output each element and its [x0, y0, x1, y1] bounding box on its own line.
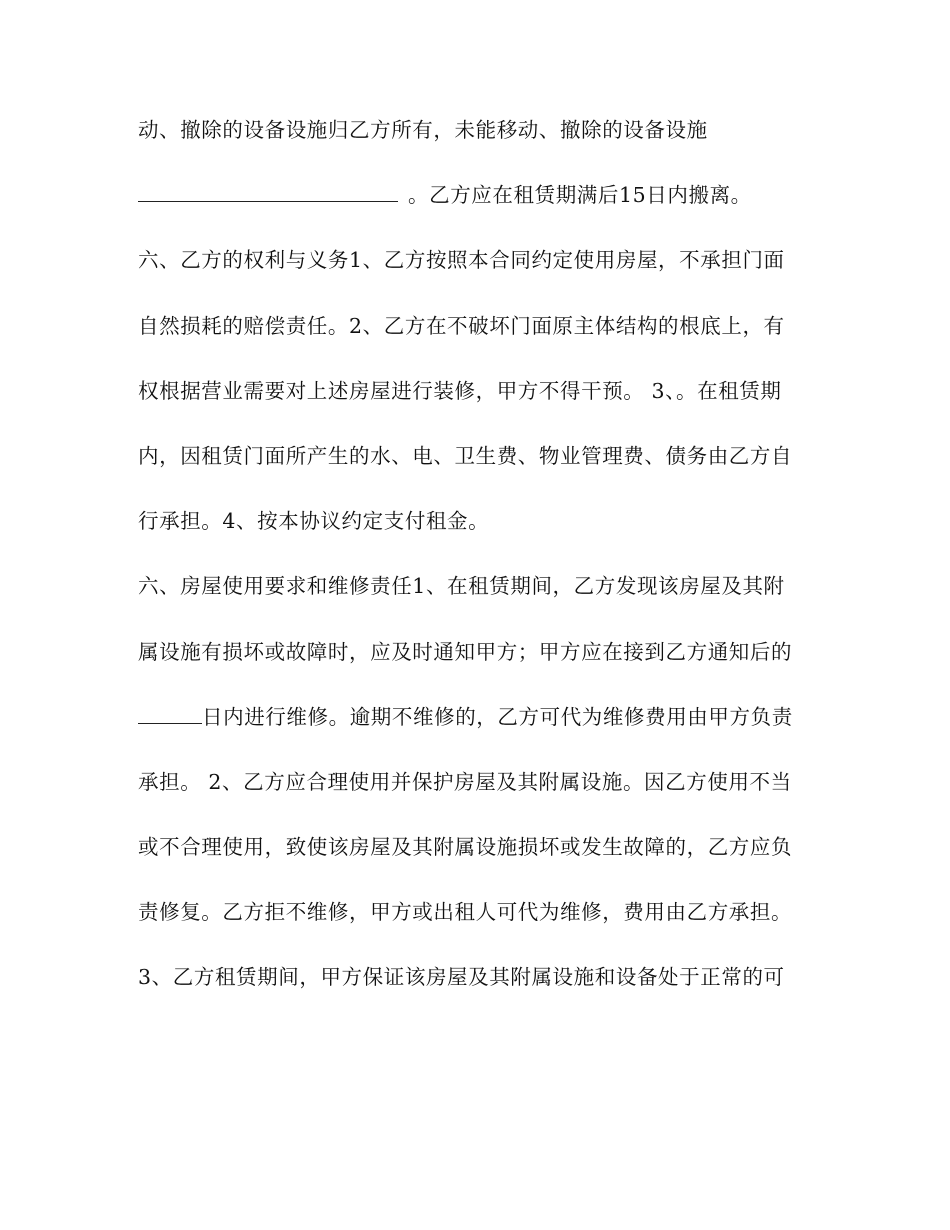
- text-line: [138, 511, 818, 532]
- text-line: [138, 250, 818, 271]
- text-line-content: 责修复。乙方拒不维修，甲方或出租人可代为维修，费用由乙方承担。: [138, 900, 793, 925]
- text-line: [138, 313, 818, 338]
- text-line: [138, 639, 818, 664]
- text-line: [138, 837, 818, 858]
- contract-text: [138, 120, 818, 1033]
- text-line-content: 或不合理使用，致使该房屋及其附属设施损坏或发生故障的，乙方应负: [138, 835, 793, 860]
- text-line: [138, 378, 818, 403]
- text-line-content: 承担。 2、乙方应合理使用并保护房屋及其附属设施。因乙方使用不当: [138, 769, 792, 794]
- blank-field: [138, 707, 202, 724]
- text-line-content: 权根据营业需要对上述房屋进行装修，甲方不得干预。 3、。在租赁期: [138, 378, 782, 403]
- text-line-content: 行承担。4、按本协议约定支付租金。: [138, 509, 490, 534]
- text-line-content: 自然损耗的赔偿责任。2、乙方在不破坏门面原主体结构的根底上，有: [138, 313, 785, 338]
- blank-field: [138, 185, 398, 202]
- text-line: [138, 769, 818, 794]
- text-line-content: 六、房屋使用要求和维修责任1、在租赁期间，乙方发现该房屋及其附: [138, 574, 785, 599]
- text-line: [138, 120, 818, 141]
- text-line: [138, 443, 818, 468]
- text-line: [138, 185, 818, 206]
- text-line-content: 日内进行维修。逾期不维修的，乙方可代为维修费用由甲方负责: [202, 704, 793, 729]
- text-line: [138, 704, 818, 729]
- text-line-content: 属设施有损坏或故障时，应及时通知甲方；甲方应在接到乙方通知后的: [138, 639, 793, 664]
- text-line-content: 六、乙方的权利与义务1、乙方按照本合同约定使用房屋，不承担门面: [138, 248, 785, 273]
- text-line-content: 内，因租赁门面所产生的水、电、卫生费、物业管理费、债务由乙方自: [138, 443, 793, 468]
- text-line: [138, 967, 818, 988]
- text-line: [138, 576, 818, 597]
- text-line-content: 。乙方应在租赁期满后15日内搬离。: [408, 183, 752, 208]
- text-line-content: 3、乙方租赁期间，甲方保证该房屋及其附属设施和设备处于正常的可: [138, 965, 785, 990]
- text-line: [138, 902, 818, 923]
- text-line-content: 动、撤除的设备设施归乙方所有，未能移动、撤除的设备设施: [138, 118, 708, 142]
